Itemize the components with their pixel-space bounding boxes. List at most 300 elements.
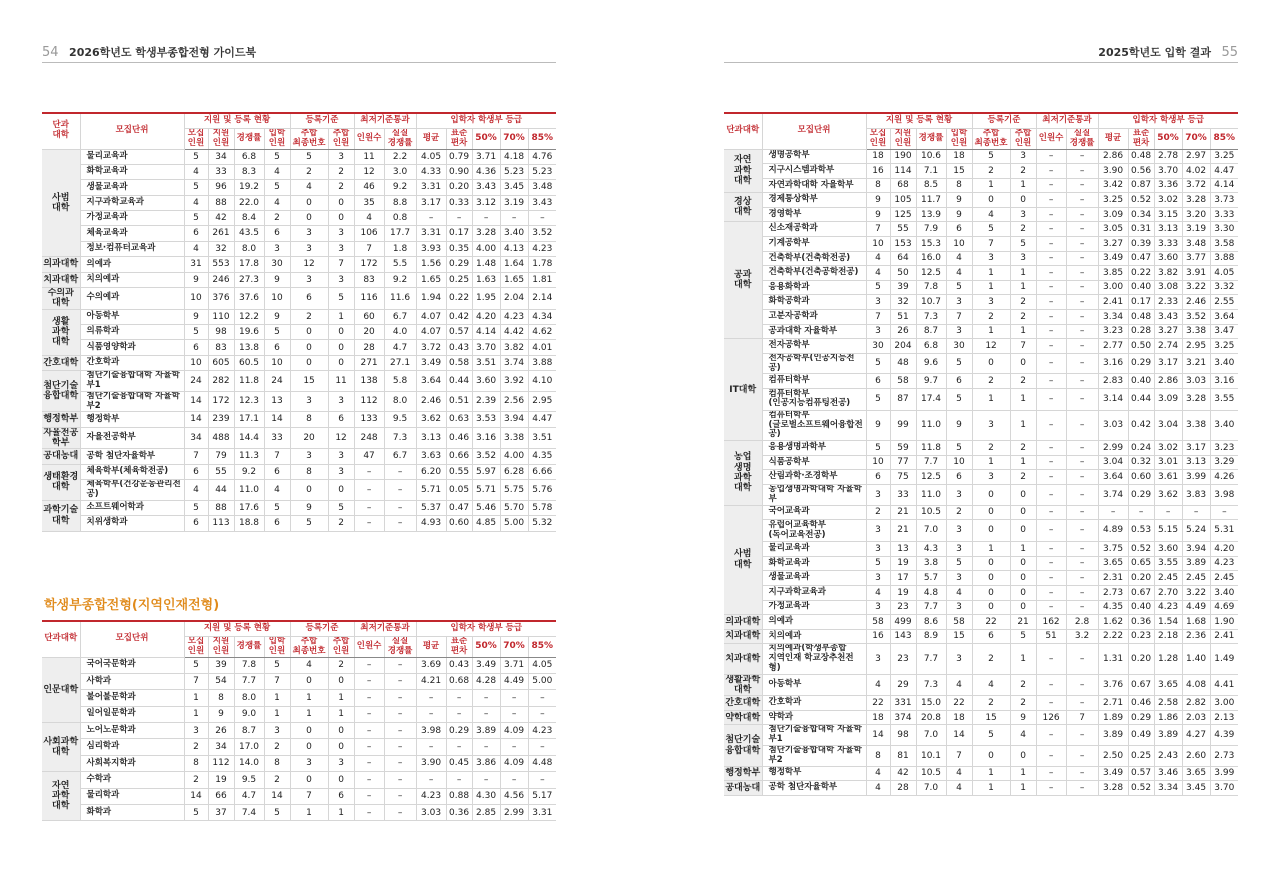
value-cell: – xyxy=(1036,585,1066,600)
column-header: 입학 인원 xyxy=(264,636,290,657)
value-cell: 3 xyxy=(290,226,328,241)
value-cell: 0 xyxy=(972,353,1010,374)
value-cell: 0 xyxy=(972,571,1010,586)
value-cell: – xyxy=(354,464,384,479)
value-cell: 5.31 xyxy=(1210,520,1238,542)
value-cell: 14 xyxy=(184,788,208,804)
value-cell: 1 xyxy=(1010,388,1036,410)
column-header: 모집 인원 xyxy=(184,636,208,657)
value-cell: 5 xyxy=(866,556,890,571)
value-cell: 9 xyxy=(184,272,208,287)
value-cell: 4 xyxy=(866,781,890,796)
value-cell: 4 xyxy=(946,766,972,781)
value-cell: 3 xyxy=(866,542,890,557)
value-cell: 3 xyxy=(946,324,972,339)
value-cell: 3.86 xyxy=(472,755,500,771)
value-cell: 14 xyxy=(264,412,290,427)
value-cell: 261 xyxy=(208,226,234,241)
value-cell: 5 xyxy=(946,556,972,571)
value-cell: 1 xyxy=(972,542,1010,557)
value-cell: 4.56 xyxy=(500,788,528,804)
value-cell: 239 xyxy=(208,412,234,427)
value-cell: 3 xyxy=(946,485,972,506)
value-cell: 22.0 xyxy=(234,195,264,210)
column-header: 추합 인원 xyxy=(1010,128,1036,149)
value-cell: 88 xyxy=(208,500,234,515)
group-header-minimum: 최저기준통과 xyxy=(354,113,416,128)
value-cell: 83 xyxy=(208,340,234,355)
value-cell: 2.56 xyxy=(500,391,528,412)
unit-cell: 지구과학교육과 xyxy=(762,585,866,600)
value-cell: 172 xyxy=(354,257,384,272)
value-cell: – xyxy=(1066,193,1098,208)
value-cell: 51 xyxy=(890,310,916,325)
value-cell: 7.3 xyxy=(916,674,946,696)
value-cell: 3.46 xyxy=(1154,766,1182,781)
college-header: 단과대학 xyxy=(724,113,762,149)
value-cell: 1.49 xyxy=(1210,644,1238,674)
value-cell: 10 xyxy=(946,455,972,470)
group-header-apply: 지원 및 등록 현황 xyxy=(184,113,290,128)
college-cell: 과학기술 대학 xyxy=(42,500,80,531)
value-cell: 16.0 xyxy=(916,251,946,266)
value-cell: 47 xyxy=(354,449,384,464)
value-cell: 0.29 xyxy=(1128,710,1154,725)
value-cell: 1 xyxy=(972,455,1010,470)
table-row xyxy=(42,257,556,272)
value-cell: 19.2 xyxy=(234,180,264,195)
value-cell: 0 xyxy=(1010,505,1036,520)
value-cell: 58 xyxy=(866,615,890,630)
value-cell: 4.30 xyxy=(472,788,500,804)
value-cell: 374 xyxy=(890,710,916,725)
group-header-minimum: 최저기준통과 xyxy=(1036,113,1098,128)
value-cell: 4.23 xyxy=(528,723,556,739)
value-cell: 6 xyxy=(184,226,208,241)
value-cell: 4.14 xyxy=(472,325,500,340)
value-cell: 0.34 xyxy=(1128,207,1154,222)
value-cell: 5 xyxy=(184,657,208,673)
value-cell: 2 xyxy=(972,374,1010,389)
table-row xyxy=(42,241,556,256)
value-cell: 3.89 xyxy=(1154,725,1182,746)
value-cell: – xyxy=(1036,178,1066,193)
value-cell: 1 xyxy=(290,706,328,722)
value-cell: 4 xyxy=(1010,725,1036,746)
value-cell: 28 xyxy=(890,781,916,796)
unit-cell: 소프트웨어학과 xyxy=(80,500,184,515)
value-cell: 3.70 xyxy=(1154,164,1182,179)
value-cell: 2.14 xyxy=(528,288,556,310)
college-cell: 행정학부 xyxy=(42,412,80,427)
unit-cell: 가정교육과 xyxy=(762,600,866,615)
value-cell: 4.02 xyxy=(1182,164,1210,179)
unit-cell: 물리교육과 xyxy=(80,149,184,164)
value-cell: 2 xyxy=(1010,222,1036,237)
value-cell: 0.22 xyxy=(1128,266,1154,281)
group-header-registration: 등록기준 xyxy=(290,113,354,128)
value-cell: 3 xyxy=(328,272,354,287)
unit-cell: 아동학부 xyxy=(762,674,866,696)
college-cell: 경상 대학 xyxy=(724,193,762,222)
unit-cell: 치위생학과 xyxy=(80,516,184,531)
value-cell: 5.75 xyxy=(500,480,528,501)
value-cell: 0 xyxy=(328,211,354,226)
value-cell: 0 xyxy=(972,746,1010,767)
value-cell: 4.35 xyxy=(1098,600,1128,615)
value-cell: 7 xyxy=(866,310,890,325)
value-cell: – xyxy=(1066,696,1098,711)
value-cell: 3.89 xyxy=(1098,725,1128,746)
value-cell: 0.33 xyxy=(446,195,472,210)
value-cell: 4.39 xyxy=(1210,725,1238,746)
value-cell: 2.2 xyxy=(384,149,416,164)
value-cell: 3.58 xyxy=(1210,237,1238,252)
value-cell: 0.52 xyxy=(1128,542,1154,557)
table-row xyxy=(724,388,1238,410)
value-cell: 4.01 xyxy=(528,340,556,355)
value-cell: 190 xyxy=(890,149,916,164)
value-cell: 0 xyxy=(290,772,328,788)
value-cell: 3 xyxy=(866,520,890,542)
value-cell: 0 xyxy=(290,480,328,501)
value-cell: 0.20 xyxy=(1128,644,1154,674)
value-cell: 60 xyxy=(354,309,384,324)
unit-cell: 아동학부 xyxy=(80,309,184,324)
value-cell: 55 xyxy=(890,222,916,237)
value-cell: 376 xyxy=(208,288,234,310)
value-cell: 24 xyxy=(184,371,208,392)
value-cell: 0 xyxy=(1010,585,1036,600)
value-cell: 0.20 xyxy=(1128,571,1154,586)
table-row xyxy=(724,600,1238,615)
value-cell: 0 xyxy=(1010,571,1036,586)
value-cell: 2.45 xyxy=(1182,571,1210,586)
value-cell: 4.23 xyxy=(528,241,556,256)
group-header-registration: 등록기준 xyxy=(972,113,1036,128)
table-row xyxy=(724,766,1238,781)
value-cell: 0 xyxy=(972,520,1010,542)
value-cell: 10 xyxy=(264,288,290,310)
table-row xyxy=(42,516,556,531)
value-cell: 4.0 xyxy=(384,325,416,340)
value-cell: 3.29 xyxy=(1210,455,1238,470)
column-header: 70% xyxy=(500,128,528,149)
value-cell: 28 xyxy=(354,340,384,355)
value-cell: 2.60 xyxy=(1182,746,1210,767)
value-cell: – xyxy=(1036,266,1066,281)
unit-cell: 생물교육과 xyxy=(762,571,866,586)
value-cell: 1 xyxy=(972,266,1010,281)
value-cell: – xyxy=(354,706,384,722)
value-cell: 6 xyxy=(264,516,290,531)
value-cell: 8 xyxy=(290,412,328,427)
value-cell: 0 xyxy=(972,585,1010,600)
value-cell: 55 xyxy=(208,464,234,479)
value-cell: 3 xyxy=(290,449,328,464)
value-cell: 10.6 xyxy=(916,149,946,164)
value-cell: 5 xyxy=(184,180,208,195)
value-cell: 4 xyxy=(866,585,890,600)
unit-cell: 첨단기술융합대학 자율학부2 xyxy=(762,746,866,767)
value-cell: 6.7 xyxy=(384,309,416,324)
value-cell: – xyxy=(1036,280,1066,295)
value-cell: 3 xyxy=(866,324,890,339)
value-cell: 1.68 xyxy=(1182,615,1210,630)
unit-cell: 치의예과 xyxy=(762,629,866,644)
value-cell: 4 xyxy=(354,211,384,226)
value-cell: 3.15 xyxy=(1154,207,1182,222)
value-cell: 2.39 xyxy=(472,391,500,412)
value-cell: 10 xyxy=(264,355,290,370)
value-cell: 0.42 xyxy=(1128,410,1154,440)
value-cell: 43.5 xyxy=(234,226,264,241)
unit-cell: 생명공학부 xyxy=(762,149,866,164)
value-cell: 3.45 xyxy=(500,180,528,195)
value-cell: 7 xyxy=(946,310,972,325)
value-cell: 246 xyxy=(208,272,234,287)
table-row xyxy=(42,355,556,370)
unit-cell: 농업생명과학대학 자율학부 xyxy=(762,485,866,506)
value-cell: 5.7 xyxy=(916,571,946,586)
group-header-apply: 지원 및 등록 현황 xyxy=(184,621,290,636)
value-cell: 0 xyxy=(972,505,1010,520)
value-cell: 4.21 xyxy=(416,673,446,689)
value-cell: 3.2 xyxy=(1066,629,1098,644)
table-row xyxy=(42,706,556,722)
value-cell: 3 xyxy=(328,449,354,464)
value-cell: – xyxy=(528,706,556,722)
column-header: 85% xyxy=(528,636,556,657)
unit-cell: 일어일문학과 xyxy=(80,706,184,722)
college-cell: 간호대학 xyxy=(724,696,762,711)
column-header: 50% xyxy=(472,128,500,149)
value-cell: 44 xyxy=(208,480,234,501)
value-cell: 3 xyxy=(866,600,890,615)
table-row xyxy=(724,644,1238,674)
value-cell: 3.09 xyxy=(1098,207,1128,222)
value-cell: 3.38 xyxy=(500,427,528,449)
value-cell: 7.0 xyxy=(916,520,946,542)
value-cell: 9 xyxy=(946,193,972,208)
value-cell: 2 xyxy=(1010,164,1036,179)
value-cell: 16 xyxy=(866,629,890,644)
unit-cell: 국어국문학과 xyxy=(80,657,184,673)
table-row xyxy=(42,180,556,195)
value-cell: 2.04 xyxy=(500,288,528,310)
value-cell: 3.02 xyxy=(1154,441,1182,456)
value-cell: 5.37 xyxy=(416,500,446,515)
table-row xyxy=(724,485,1238,506)
column-header: 표준 편차 xyxy=(1128,128,1154,149)
value-cell: 3.19 xyxy=(500,195,528,210)
value-cell: 2.41 xyxy=(1098,295,1128,310)
unit-cell: 식품영양학과 xyxy=(80,340,184,355)
value-cell: 22 xyxy=(946,696,972,711)
value-cell: 0.57 xyxy=(446,325,472,340)
value-cell: 3.28 xyxy=(1182,388,1210,410)
value-cell: 331 xyxy=(890,696,916,711)
value-cell: 3.72 xyxy=(1182,178,1210,193)
value-cell: 3.99 xyxy=(1210,766,1238,781)
college-cell: 사범 대학 xyxy=(42,149,80,257)
value-cell: – xyxy=(1066,266,1098,281)
unit-cell: 화학과 xyxy=(80,805,184,821)
value-cell: 4.10 xyxy=(528,371,556,392)
value-cell: 110 xyxy=(208,309,234,324)
college-cell: 첨단기술 융합대학 xyxy=(42,371,80,412)
value-cell: 4 xyxy=(946,251,972,266)
value-cell: 0.40 xyxy=(1128,374,1154,389)
value-cell: 3.64 xyxy=(1098,470,1128,485)
value-cell: 4 xyxy=(946,266,972,281)
value-cell: 3.93 xyxy=(416,241,446,256)
unit-cell: 수학과 xyxy=(80,772,184,788)
value-cell: 8 xyxy=(866,746,890,767)
value-cell: 3 xyxy=(946,571,972,586)
value-cell: 8 xyxy=(866,178,890,193)
value-cell: 1.90 xyxy=(1210,615,1238,630)
left-page-title: 2026학년도 학생부종합전형 가이드북 xyxy=(69,46,257,59)
value-cell: 1 xyxy=(1010,766,1036,781)
value-cell: – xyxy=(416,772,446,788)
value-cell: 5 xyxy=(264,325,290,340)
value-cell: 8 xyxy=(290,464,328,479)
value-cell: 7 xyxy=(354,241,384,256)
value-cell: 0 xyxy=(328,480,354,501)
value-cell: – xyxy=(528,772,556,788)
value-cell: 0.39 xyxy=(1128,237,1154,252)
value-cell: 3.62 xyxy=(1154,485,1182,506)
value-cell: 6 xyxy=(972,629,1010,644)
value-cell: 0.44 xyxy=(446,371,472,392)
value-cell: 12.3 xyxy=(234,391,264,412)
unit-cell: 물리교육과 xyxy=(762,542,866,557)
value-cell: – xyxy=(354,690,384,706)
value-cell: 23 xyxy=(890,600,916,615)
value-cell: 3.63 xyxy=(416,449,446,464)
value-cell: – xyxy=(1066,644,1098,674)
table-row xyxy=(724,164,1238,179)
value-cell: 1 xyxy=(184,706,208,722)
value-cell: 3.21 xyxy=(1182,353,1210,374)
value-cell: 3.28 xyxy=(472,226,500,241)
value-cell: 3.8 xyxy=(916,556,946,571)
value-cell: 1.62 xyxy=(1098,615,1128,630)
value-cell: 2.22 xyxy=(1098,629,1128,644)
value-cell: 3.34 xyxy=(1154,781,1182,796)
value-cell: 0 xyxy=(290,739,328,755)
value-cell: 6 xyxy=(866,470,890,485)
value-cell: 1 xyxy=(290,805,328,821)
college-header: 단과 대학 xyxy=(42,113,80,149)
value-cell: 0 xyxy=(290,325,328,340)
value-cell: 4.33 xyxy=(416,164,446,179)
unit-cell: 약학과 xyxy=(762,710,866,725)
unit-cell: 행정학부 xyxy=(762,766,866,781)
value-cell: 58 xyxy=(946,615,972,630)
value-cell: 553 xyxy=(208,257,234,272)
value-cell: 18.8 xyxy=(234,516,264,531)
value-cell: 0 xyxy=(328,355,354,370)
college-cell: 치과대학 xyxy=(724,629,762,644)
value-cell: 4.05 xyxy=(528,657,556,673)
value-cell: 3.13 xyxy=(416,427,446,449)
unit-cell: 지구시스템과학부 xyxy=(762,164,866,179)
value-cell: – xyxy=(528,690,556,706)
value-cell: 7 xyxy=(264,449,290,464)
value-cell: 3.55 xyxy=(1210,388,1238,410)
value-cell: – xyxy=(1066,374,1098,389)
value-cell: 0.29 xyxy=(1128,485,1154,506)
value-cell: 3.43 xyxy=(528,195,556,210)
value-cell: 3.16 xyxy=(1098,353,1128,374)
value-cell: – xyxy=(500,739,528,755)
value-cell: 3.17 xyxy=(416,195,446,210)
value-cell: 1 xyxy=(328,805,354,821)
value-cell: 3.38 xyxy=(1182,324,1210,339)
value-cell: 0.45 xyxy=(446,755,472,771)
college-cell: 첨단기술 융합대학 xyxy=(724,725,762,766)
table-row xyxy=(42,464,556,479)
value-cell: 2 xyxy=(1010,470,1036,485)
value-cell: 3.74 xyxy=(1098,485,1128,506)
value-cell: – xyxy=(1036,600,1066,615)
unit-cell: 자율전공학부 xyxy=(80,427,184,449)
value-cell: 3.17 xyxy=(1154,353,1182,374)
value-cell: – xyxy=(1066,388,1098,410)
column-header: 인원수 xyxy=(354,128,384,149)
value-cell: – xyxy=(1066,470,1098,485)
value-cell: 0.24 xyxy=(1128,441,1154,456)
right-page-number: 55 xyxy=(1221,45,1238,60)
value-cell: 3 xyxy=(184,723,208,739)
value-cell: 32 xyxy=(890,295,916,310)
value-cell: 3.03 xyxy=(1182,374,1210,389)
college-cell: 공대농대 xyxy=(724,781,762,796)
value-cell: – xyxy=(1036,207,1066,222)
unit-header: 모집단위 xyxy=(80,113,184,149)
value-cell: 7.1 xyxy=(916,164,946,179)
value-cell: 0.28 xyxy=(1128,324,1154,339)
value-cell: 0.29 xyxy=(446,723,472,739)
value-cell: 4 xyxy=(866,251,890,266)
value-cell: 51 xyxy=(1036,629,1066,644)
table-row xyxy=(724,710,1238,725)
column-header: 추합 인원 xyxy=(328,636,354,657)
value-cell: 112 xyxy=(208,755,234,771)
value-cell: 5.70 xyxy=(500,500,528,515)
value-cell: – xyxy=(1036,388,1066,410)
value-cell: 4.69 xyxy=(1210,600,1238,615)
value-cell: 0.63 xyxy=(446,412,472,427)
value-cell: 2 xyxy=(184,772,208,788)
value-cell: 3.30 xyxy=(1210,222,1238,237)
value-cell: 8.7 xyxy=(234,723,264,739)
value-cell: 2 xyxy=(264,211,290,226)
college-cell: 생활과학 대학 xyxy=(725,674,761,695)
value-cell: 9 xyxy=(208,706,234,722)
value-cell: – xyxy=(1036,441,1066,456)
value-cell: 4.13 xyxy=(500,241,528,256)
value-cell: 11.0 xyxy=(916,410,946,440)
table-row xyxy=(724,674,1238,696)
value-cell: – xyxy=(528,211,556,226)
value-cell: 2.70 xyxy=(1154,585,1182,600)
value-cell: 0.43 xyxy=(446,657,472,673)
value-cell: 10.5 xyxy=(916,505,946,520)
value-cell: 5 xyxy=(264,180,290,195)
